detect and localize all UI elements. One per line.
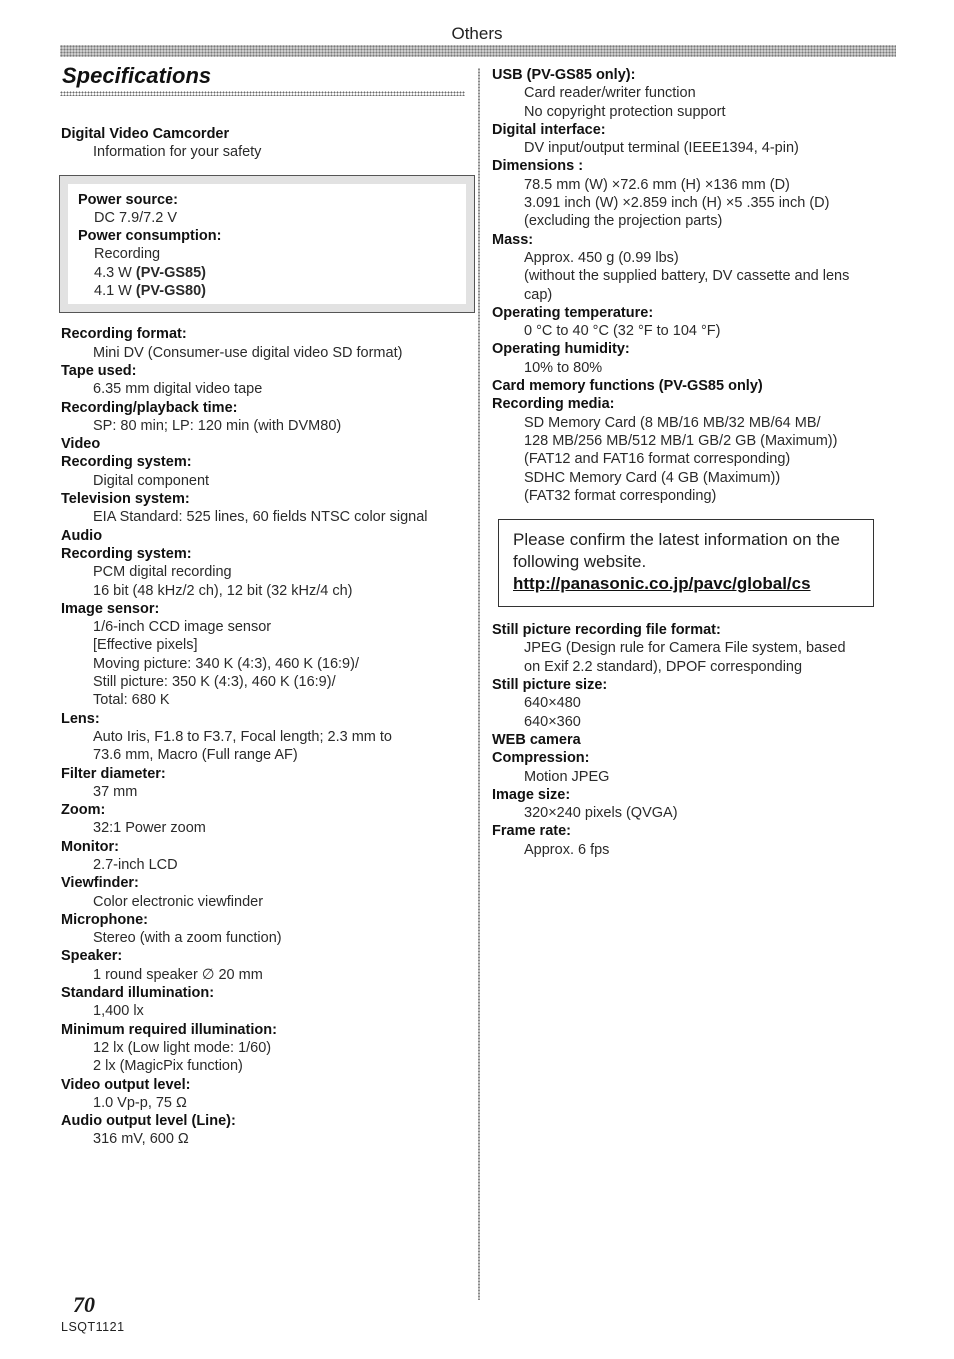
- spec-value: SP: 80 min; LP: 120 min (with DVM80): [93, 417, 342, 434]
- model-gs80: (PV-GS80): [135, 283, 207, 300]
- spec-value: Card reader/writer function: [524, 85, 696, 102]
- spec-value: 320×240 pixels (QVGA): [524, 805, 678, 822]
- spec-value: PCM digital recording: [93, 564, 232, 581]
- spec-heading: Dimensions :: [492, 158, 584, 175]
- spec-heading: Audio: [61, 527, 103, 544]
- product-heading: Digital Video Camcorder: [61, 126, 230, 142]
- power-consumption-label: Power consumption:: [78, 228, 222, 245]
- spec-heading: Minimum required illumination:: [61, 1021, 277, 1038]
- spec-value: 78.5 mm (W) ×72.6 mm (H) ×136 mm (D): [524, 176, 790, 193]
- page-number: 70: [73, 1292, 95, 1317]
- spec-value: Auto Iris, F1.8 to F3.7, Focal length; 2.3 mm to: [93, 728, 392, 745]
- spec-heading: Frame rate:: [492, 823, 571, 840]
- spec-heading: Card memory functions (PV-GS85 only): [492, 378, 763, 395]
- spec-heading: Operating temperature:: [492, 304, 654, 321]
- spec-value: (without the supplied battery, DV cassette and lens: [524, 268, 850, 285]
- spec-heading: Recording format:: [61, 326, 187, 343]
- spec-heading: Image sensor:: [61, 600, 160, 617]
- page-title: Specifications: [62, 63, 212, 88]
- spec-value: 32:1 Power zoom: [93, 820, 206, 837]
- spec-value: DV input/output terminal (IEEE1394, 4-pin): [524, 140, 799, 157]
- spec-value: SDHC Memory Card (4 GB (Maximum)): [524, 469, 781, 486]
- spec-value: 316 mV, 600 Ω: [93, 1131, 189, 1148]
- spec-value: (FAT32 format corresponding): [524, 487, 717, 504]
- spec-value: 16 bit (48 kHz/2 ch), 12 bit (32 kHz/4 ch): [93, 582, 353, 599]
- spec-heading: Recording system:: [61, 454, 192, 471]
- spec-heading: Lens:: [61, 710, 100, 727]
- spec-heading: Video output level:: [61, 1076, 191, 1093]
- notice-line-1: Please confirm the latest information on the: [513, 530, 840, 550]
- spec-value: Motion JPEG: [524, 768, 610, 785]
- spec-heading: Still picture size:: [492, 677, 608, 694]
- spec-value: cap): [524, 286, 553, 303]
- spec-value: EIA Standard: 525 lines, 60 fields NTSC color signal: [93, 509, 428, 526]
- spec-value: 640×480: [524, 695, 581, 712]
- spec-value: 1,400 lx: [93, 1003, 144, 1020]
- spec-value: 1/6-inch CCD image sensor: [93, 619, 272, 636]
- power-gs80: [78, 282, 458, 300]
- spec-value: 2.7-inch LCD: [93, 856, 178, 873]
- spec-heading: Viewfinder:: [61, 875, 139, 892]
- spec-heading: Recording system:: [61, 545, 192, 562]
- spec-value: Still picture: 350 K (4:3), 460 K (16:9)/: [93, 674, 336, 691]
- column-divider: [478, 68, 480, 1300]
- title-underline: [60, 91, 465, 96]
- header-band: [60, 45, 896, 57]
- support-link[interactable]: http://panasonic.co.jp/pavc/global/cs: [513, 574, 811, 594]
- spec-value: Approx. 6 fps: [524, 841, 610, 858]
- spec-value: 6.35 mm digital video tape: [93, 381, 263, 398]
- spec-heading: Zoom:: [61, 802, 106, 819]
- spec-value: on Exif 2.2 standard), DPOF corresponding: [524, 658, 803, 675]
- spec-value: Color electronic viewfinder: [93, 893, 264, 910]
- spec-value: JPEG (Design rule for Camera File system, based: [524, 640, 846, 657]
- spec-value: (FAT12 and FAT16 format corresponding): [524, 451, 791, 468]
- spec-heading: Mass:: [492, 231, 534, 248]
- spec-heading: Still picture recording file format:: [492, 622, 721, 639]
- spec-heading: WEB camera: [492, 731, 581, 748]
- spec-value: Digital component: [93, 472, 210, 489]
- spec-value: 73.6 mm, Macro (Full range AF): [93, 747, 298, 764]
- notice-line-2: following website.: [513, 552, 647, 572]
- left-spec-list: [61, 325, 471, 1148]
- section-label: Others: [451, 24, 503, 43]
- power-gs85-watts: 4.3 W: [94, 264, 136, 281]
- recording-label: Recording: [94, 246, 161, 263]
- spec-heading: Microphone:: [61, 911, 148, 928]
- spec-value: Total: 680 K: [93, 692, 170, 709]
- spec-value: 0 °C to 40 °C (32 °F to 104 °F): [524, 323, 721, 340]
- spec-heading: Tape used:: [61, 362, 137, 379]
- spec-heading: Standard illumination:: [61, 985, 215, 1002]
- spec-heading: Compression:: [492, 750, 590, 767]
- safety-intro: Information for your safety: [93, 144, 262, 161]
- spec-heading: Television system:: [61, 491, 190, 508]
- power-source-label: Power source:: [78, 191, 178, 208]
- spec-value: Moving picture: 340 K (4:3), 460 K (16:9)/: [93, 655, 359, 672]
- power-source-value: DC 7.9/7.2 V: [94, 209, 178, 226]
- left-column: [61, 125, 471, 1149]
- spec-value: Stereo (with a zoom function): [93, 930, 282, 947]
- power-gs85: [78, 264, 458, 282]
- spec-value: 1 round speaker ∅ 20 mm: [93, 966, 263, 983]
- spec-heading: Filter diameter:: [61, 765, 166, 782]
- spec-heading: Recording/playback time:: [61, 399, 238, 416]
- spec-value: 640×360: [524, 713, 581, 730]
- spec-value: 2 lx (MagicPix function): [93, 1058, 243, 1075]
- power-gs80-watts: 4.1 W: [94, 283, 136, 300]
- right-spec-list-top: [492, 66, 892, 505]
- spec-heading: USB (PV-GS85 only):: [492, 67, 636, 83]
- spec-value: Mini DV (Consumer-use digital video SD format): [93, 344, 403, 361]
- safety-info-box: [59, 175, 475, 314]
- spec-heading: Recording media:: [492, 396, 615, 413]
- spec-heading: Monitor:: [61, 838, 119, 855]
- spec-value: No copyright protection support: [524, 103, 726, 120]
- spec-value: 1.0 Vp-p, 75 Ω: [93, 1094, 187, 1111]
- website-notice-box: [498, 519, 874, 607]
- spec-value: 37 mm: [93, 783, 138, 800]
- spec-heading: Image size:: [492, 786, 571, 803]
- spec-heading: Audio output level (Line):: [61, 1113, 236, 1130]
- spec-value: (excluding the projection parts): [524, 213, 723, 230]
- spec-value: [Effective pixels]: [93, 637, 198, 654]
- spec-value: Approx. 450 g (0.99 lbs): [524, 249, 679, 266]
- document-code: LSQT1121: [61, 1320, 125, 1334]
- spec-value: 128 MB/256 MB/512 MB/1 GB/2 GB (Maximum)): [524, 432, 838, 449]
- model-gs85: (PV-GS85): [135, 264, 207, 281]
- spec-value: 12 lx (Low light mode: 1/60): [93, 1039, 272, 1056]
- spec-heading: Speaker:: [61, 948, 123, 965]
- spec-value: SD Memory Card (8 MB/16 MB/32 MB/64 MB/: [524, 414, 821, 431]
- spec-heading: Digital interface:: [492, 121, 606, 138]
- spec-heading: Video: [61, 436, 101, 453]
- right-spec-list-bottom: [492, 621, 892, 859]
- spec-value: 3.091 inch (W) ×2.859 inch (H) ×5 .355 inch (D): [524, 195, 830, 212]
- right-column: [492, 66, 892, 859]
- spec-heading: Operating humidity:: [492, 341, 630, 358]
- spec-value: 10% to 80%: [524, 359, 603, 376]
